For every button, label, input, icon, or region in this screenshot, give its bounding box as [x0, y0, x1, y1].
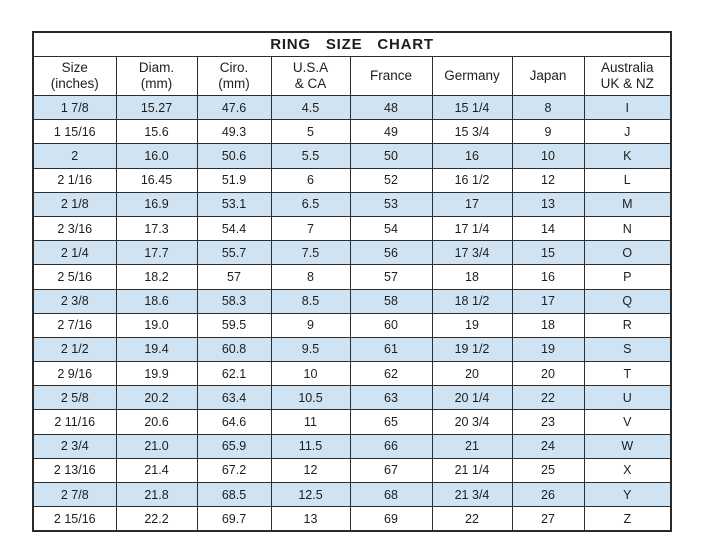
table-cell: 67.2 [197, 458, 271, 482]
column-header: Japan [512, 57, 584, 96]
table-cell: I [584, 96, 671, 120]
table-cell: 20 [512, 362, 584, 386]
table-cell: 15.27 [116, 96, 197, 120]
table-row [33, 265, 671, 289]
table-cell: 10.5 [271, 386, 350, 410]
table-cell: 13 [271, 507, 350, 532]
table-cell: 60 [350, 313, 432, 337]
table-head [33, 32, 671, 96]
table-cell: 8 [512, 96, 584, 120]
table-cell: 15 1/4 [432, 96, 512, 120]
table-cell: Z [584, 507, 671, 532]
table-row [33, 289, 671, 313]
table-cell: 9 [271, 313, 350, 337]
table-row [33, 96, 671, 120]
table-cell: 2 3/16 [33, 216, 116, 240]
table-cell: 10 [512, 144, 584, 168]
chart-title: RING SIZE CHART [33, 32, 671, 57]
table-cell: 62 [350, 362, 432, 386]
table-cell: 21 3/4 [432, 483, 512, 507]
table-cell: 61 [350, 337, 432, 361]
table-cell: 50.6 [197, 144, 271, 168]
table-cell: 14 [512, 216, 584, 240]
table-cell: 23 [512, 410, 584, 434]
table-cell: 26 [512, 483, 584, 507]
table-cell: 68.5 [197, 483, 271, 507]
table-cell: 58.3 [197, 289, 271, 313]
table-cell: 47.6 [197, 96, 271, 120]
table-cell: S [584, 337, 671, 361]
table-cell: 5.5 [271, 144, 350, 168]
table-cell: 2 7/16 [33, 313, 116, 337]
table-cell: 16 [512, 265, 584, 289]
title-row [33, 32, 671, 57]
table-cell: 17 3/4 [432, 241, 512, 265]
table-cell: 18 [432, 265, 512, 289]
table-row [33, 386, 671, 410]
table-cell: 17.3 [116, 216, 197, 240]
table-cell: P [584, 265, 671, 289]
table-cell: Q [584, 289, 671, 313]
table-cell: 2 3/8 [33, 289, 116, 313]
table-cell: 63.4 [197, 386, 271, 410]
column-header: Germany [432, 57, 512, 96]
table-cell: T [584, 362, 671, 386]
table-cell: 16.0 [116, 144, 197, 168]
table-cell: 68 [350, 483, 432, 507]
table-cell: 21 [432, 434, 512, 458]
table-cell: 51.9 [197, 168, 271, 192]
table-cell: 20.6 [116, 410, 197, 434]
table-row [33, 120, 671, 144]
table-cell: 16 1/2 [432, 168, 512, 192]
table-cell: 53.1 [197, 192, 271, 216]
table-cell: 19.0 [116, 313, 197, 337]
table-cell: O [584, 241, 671, 265]
table-cell: 69.7 [197, 507, 271, 532]
table-cell: 13 [512, 192, 584, 216]
table-cell: 7 [271, 216, 350, 240]
table-cell: 22 [512, 386, 584, 410]
table-cell: 16.9 [116, 192, 197, 216]
table-cell: R [584, 313, 671, 337]
table-row [33, 507, 671, 532]
table-cell: 1 7/8 [33, 96, 116, 120]
table-cell: 17 [432, 192, 512, 216]
table-cell: 19 1/2 [432, 337, 512, 361]
table-cell: 57 [197, 265, 271, 289]
table-cell: 9 [512, 120, 584, 144]
table-cell: 16 [432, 144, 512, 168]
table-cell: 20 [432, 362, 512, 386]
table-cell: 64.6 [197, 410, 271, 434]
table-cell: 21.0 [116, 434, 197, 458]
table-row [33, 192, 671, 216]
table-cell: 2 1/4 [33, 241, 116, 265]
table-cell: 4.5 [271, 96, 350, 120]
table-cell: 6.5 [271, 192, 350, 216]
header-row [33, 57, 671, 96]
table-cell: N [584, 216, 671, 240]
table-row [33, 458, 671, 482]
table-cell: 15 3/4 [432, 120, 512, 144]
table-row [33, 216, 671, 240]
table-cell: 8.5 [271, 289, 350, 313]
table-cell: 62.1 [197, 362, 271, 386]
table-cell: 25 [512, 458, 584, 482]
table-cell: 19.4 [116, 337, 197, 361]
table-cell: 59.5 [197, 313, 271, 337]
table-cell: 9.5 [271, 337, 350, 361]
table-cell: 54.4 [197, 216, 271, 240]
table-cell: 65 [350, 410, 432, 434]
ring-size-table [32, 31, 672, 532]
table-cell: 18 [512, 313, 584, 337]
table-cell: 17 1/4 [432, 216, 512, 240]
table-cell: 5 [271, 120, 350, 144]
table-cell: 20.2 [116, 386, 197, 410]
column-header: Size (inches) [33, 57, 116, 96]
table-cell: 2 15/16 [33, 507, 116, 532]
table-cell: 57 [350, 265, 432, 289]
table-cell: 10 [271, 362, 350, 386]
table-cell: 6 [271, 168, 350, 192]
table-cell: 2 1/8 [33, 192, 116, 216]
table-cell: 19.9 [116, 362, 197, 386]
table-row [33, 168, 671, 192]
table-cell: 65.9 [197, 434, 271, 458]
table-cell: 2 13/16 [33, 458, 116, 482]
table-cell: 24 [512, 434, 584, 458]
table-cell: 2 11/16 [33, 410, 116, 434]
table-cell: W [584, 434, 671, 458]
table-cell: 19 [432, 313, 512, 337]
column-header: Diam. (mm) [116, 57, 197, 96]
table-cell: 1 15/16 [33, 120, 116, 144]
table-row [33, 313, 671, 337]
table-row [33, 483, 671, 507]
table-cell: 66 [350, 434, 432, 458]
table-cell: 12 [512, 168, 584, 192]
table-cell: X [584, 458, 671, 482]
table-cell: 12 [271, 458, 350, 482]
table-cell: 18.6 [116, 289, 197, 313]
table-cell: U [584, 386, 671, 410]
table-row [33, 362, 671, 386]
table-cell: 2 1/16 [33, 168, 116, 192]
table-cell: 2 [33, 144, 116, 168]
table-row [33, 410, 671, 434]
ring-size-chart [32, 31, 670, 532]
table-cell: 54 [350, 216, 432, 240]
table-cell: 12.5 [271, 483, 350, 507]
table-body [33, 96, 671, 532]
table-cell: 20 1/4 [432, 386, 512, 410]
table-cell: 7.5 [271, 241, 350, 265]
table-cell: 2 7/8 [33, 483, 116, 507]
table-row [33, 337, 671, 361]
table-cell: 22 [432, 507, 512, 532]
column-header: Ciro. (mm) [197, 57, 271, 96]
table-cell: 15 [512, 241, 584, 265]
table-cell: 56 [350, 241, 432, 265]
table-cell: 21 1/4 [432, 458, 512, 482]
table-cell: 18.2 [116, 265, 197, 289]
column-header: Australia UK & NZ [584, 57, 671, 96]
table-cell: 2 1/2 [33, 337, 116, 361]
table-cell: 8 [271, 265, 350, 289]
table-cell: 27 [512, 507, 584, 532]
table-cell: 63 [350, 386, 432, 410]
table-row [33, 144, 671, 168]
table-cell: Y [584, 483, 671, 507]
table-cell: 2 5/8 [33, 386, 116, 410]
table-cell: 60.8 [197, 337, 271, 361]
table-cell: 67 [350, 458, 432, 482]
table-cell: 20 3/4 [432, 410, 512, 434]
table-cell: 49.3 [197, 120, 271, 144]
table-cell: J [584, 120, 671, 144]
table-cell: 2 9/16 [33, 362, 116, 386]
column-header: U.S.A & CA [271, 57, 350, 96]
table-cell: 17.7 [116, 241, 197, 265]
table-cell: 11 [271, 410, 350, 434]
table-cell: 18 1/2 [432, 289, 512, 313]
table-cell: 53 [350, 192, 432, 216]
table-cell: 55.7 [197, 241, 271, 265]
table-cell: V [584, 410, 671, 434]
table-cell: 15.6 [116, 120, 197, 144]
column-header: France [350, 57, 432, 96]
table-cell: 48 [350, 96, 432, 120]
table-cell: 52 [350, 168, 432, 192]
table-cell: 2 3/4 [33, 434, 116, 458]
table-cell: L [584, 168, 671, 192]
table-cell: 11.5 [271, 434, 350, 458]
table-cell: M [584, 192, 671, 216]
table-cell: 2 5/16 [33, 265, 116, 289]
table-cell: 58 [350, 289, 432, 313]
table-cell: 17 [512, 289, 584, 313]
table-cell: K [584, 144, 671, 168]
table-cell: 19 [512, 337, 584, 361]
table-cell: 49 [350, 120, 432, 144]
table-cell: 16.45 [116, 168, 197, 192]
table-row [33, 434, 671, 458]
table-cell: 22.2 [116, 507, 197, 532]
table-cell: 21.4 [116, 458, 197, 482]
table-cell: 50 [350, 144, 432, 168]
table-cell: 21.8 [116, 483, 197, 507]
table-row [33, 241, 671, 265]
table-cell: 69 [350, 507, 432, 532]
